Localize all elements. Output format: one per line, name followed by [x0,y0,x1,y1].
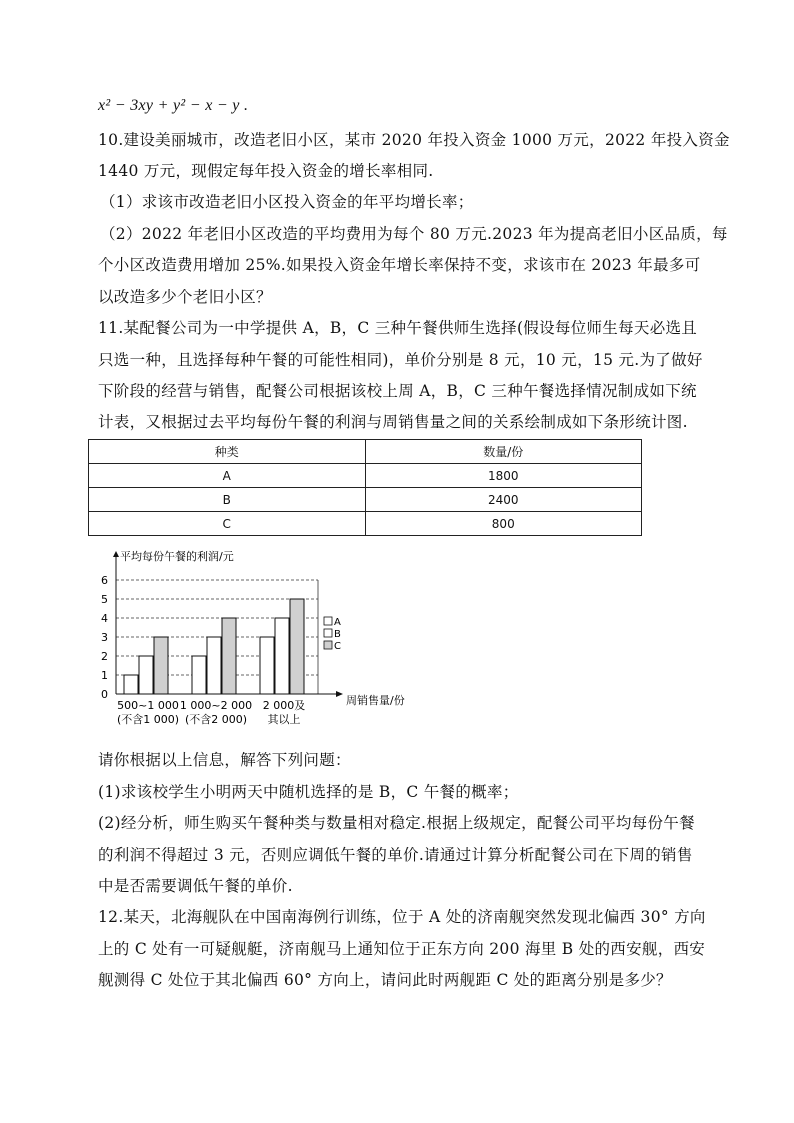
bar-c [290,599,304,694]
lunch-count-table [88,439,642,536]
table-cell-quantity: 2400 [365,488,642,512]
q11-line-3: 下阶段的经营与销售，配餐公司根据该校上周 A，B，C 三种午餐选择情况制成如下统 [98,382,697,400]
q10-sub2-line-2: 个小区改造费用增加 25%.如果投入资金年增长率保持不变，求该市在 2023 年最多可 [98,256,701,274]
y-tick-label: 0 [101,688,108,701]
y-tick-label: 2 [101,650,108,663]
table-header-quantity: 数量/份 [365,440,642,464]
x-category-label: 其以上 [267,713,301,726]
x-category-label: (不含1 000) [116,713,180,726]
q10-line-2: 1440 万元，现假定每年投入资金的增长率相同. [98,162,434,180]
legend-label-a: A [334,617,341,628]
legend-swatch-b [324,629,332,637]
table-header-row [89,440,642,464]
bar-b [139,656,153,694]
table-cell-quantity: 1800 [365,464,642,488]
q12-line-1: 12.某天，北海舰队在中国南海例行训练，位于 A 处的济南舰突然发现北偏西 30° 方向 [98,908,706,926]
y-axis-arrow [113,551,119,557]
q10-line-1: 10.建设美丽城市，改造老旧小区，某市 2020 年投入资金 1000 万元，2022 年投入资金 [98,131,730,149]
bar-b [275,618,289,694]
q11-after-2: (1)求该校学生小明两天中随机选择的是 B，C 午餐的概率； [98,783,519,801]
q12-line-2: 上的 C 处有一可疑舰艇，济南舰马上通知位于正东方向 200 海里 B 处的西安舰，西安 [98,940,706,958]
table-row [89,488,642,512]
y-tick-label: 1 [101,669,108,682]
q10-sub1: （1）求该市改造老旧小区投入资金的年平均增长率； [100,193,474,211]
x-category-label: 2 000及 [262,699,306,712]
q12-line-3: 舰测得 C 处位于其北偏西 60° 方向上，请问此时两舰距 C 处的距离分别是多少？ [98,971,672,989]
table-cell-type: B [89,488,366,512]
q11-line-2: 只选一种，且选择每种午餐的可能性相同)，单价分别是 8 元，10 元，15 元.为了做好 [98,351,703,369]
x-category-label: 1 000~2 000 [179,699,253,712]
y-axis-label: 平均每份午餐的利润/元 [120,550,234,563]
bar-b [207,637,221,694]
y-tick-label: 4 [101,612,108,625]
profit-bar-chart [90,548,420,736]
q11-line-1: 11.某配餐公司为一中学提供 A，B，C 三种午餐供师生选择(假设每位师生每天必选且 [98,319,698,337]
table-row [89,464,642,488]
legend-swatch-c [324,641,332,649]
y-tick-label: 6 [101,574,108,587]
q11-after-4: 的利润不得超过 3 元，否则应调低午餐的单价.请通过计算分析配餐公司在下周的销售 [98,846,693,864]
q11-line-4: 计表，又根据过去平均每份午餐的利润与周销售量之间的关系绘制成如下条形统计图. [98,413,688,431]
bar-a [192,656,206,694]
q10-sub2-line-3: 以改造多少个老旧小区？ [98,288,272,306]
q11-after-1: 请你根据以上信息，解答下列问题： [98,751,351,769]
y-tick-label: 5 [101,593,108,606]
table-cell-type: C [89,512,366,536]
bar-a [124,675,138,694]
bar-c [222,618,236,694]
bar-a [260,637,274,694]
x-category-label: 500~1 000 [117,699,179,712]
x-category-label: (不含2 000) [184,713,248,726]
x-axis-label: 周销售量/份 [346,694,405,707]
table-header-type: 种类 [89,440,366,464]
table-cell-quantity: 800 [365,512,642,536]
bar-c [154,637,168,694]
table-cell-type: A [89,464,366,488]
x-axis-arrow [336,691,343,697]
q10-sub2-line-1: （2）2022 年老旧小区改造的平均费用为每个 80 万元.2023 年为提高老旧小区品质，每 [100,225,728,243]
algebra-expression: x² − 3xy + y² − x − y . [98,97,249,114]
table-row [89,512,642,536]
legend-label-b: B [334,629,341,640]
legend-swatch-a [324,617,332,625]
legend-label-c: C [334,641,341,652]
q11-after-3: (2)经分析，师生购买午餐种类与数量相对稳定.根据上级规定，配餐公司平均每份午餐 [98,814,695,832]
y-tick-label: 3 [101,631,108,644]
q11-after-5: 中是否需要调低午餐的单价. [98,877,293,895]
